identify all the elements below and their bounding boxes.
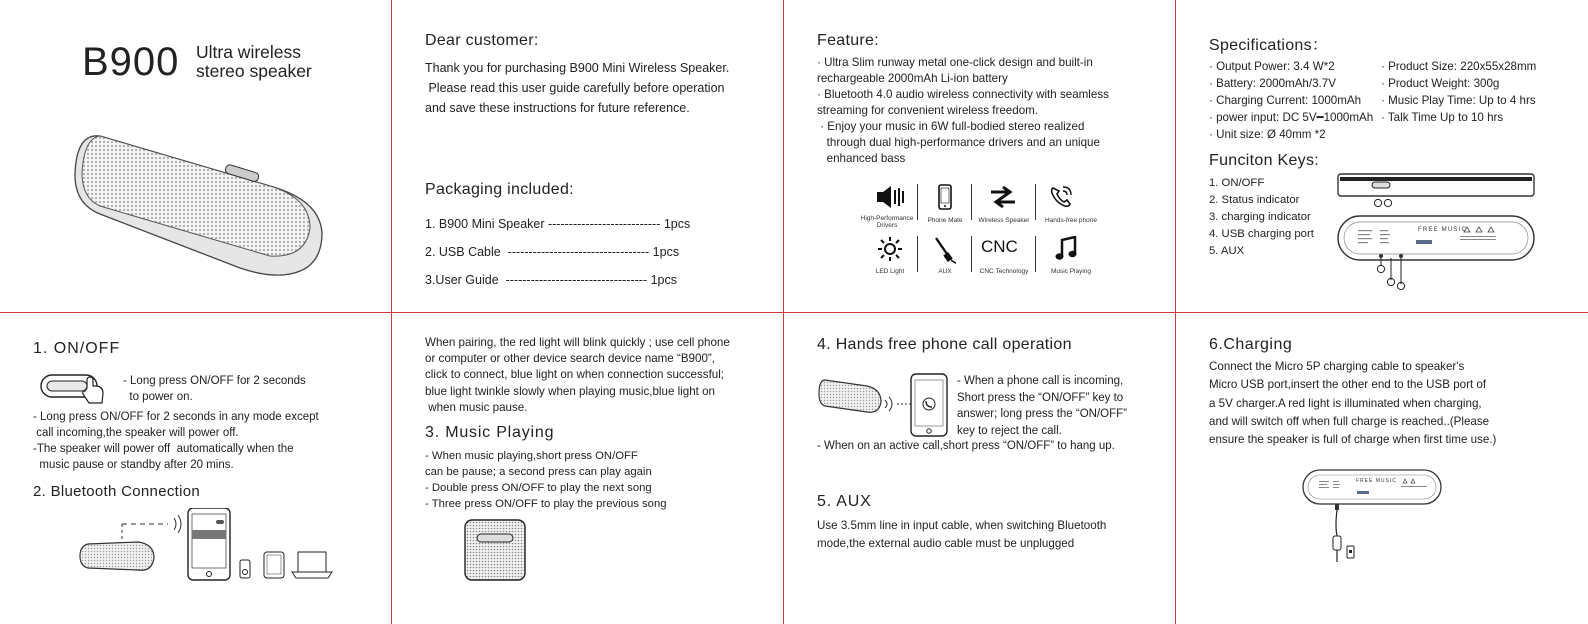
text-line: Connect the Micro 5P charging cable to speaker's (1209, 360, 1465, 373)
panel-cover (0, 0, 391, 312)
text-line: When pairing, the red light will blink quickly ; use cell phone (425, 336, 730, 349)
text-line: and save these instructions for future reference. (425, 101, 690, 115)
key-item: 1. ON/OFF (1209, 177, 1265, 189)
specs-left (1209, 58, 1373, 143)
onoff-heading: 1. ON/OFF (33, 340, 121, 357)
panel-intro (425, 0, 765, 312)
bluetooth-heading: 2. Bluetooth Connection (33, 483, 201, 500)
free-music-label: FREE MUSIC (1356, 478, 1397, 484)
speaker-illustration (70, 128, 330, 278)
bluetooth-illustration (78, 508, 338, 584)
speaker-icon (875, 184, 905, 210)
feature-heading: Feature: (817, 32, 879, 49)
text-line: - Double press ON/OFF to play the next song (425, 482, 652, 494)
icon-label: High-Performance Drivers (860, 215, 914, 229)
free-music-label: FREE MUSIC (1418, 227, 1468, 233)
music-heading: 3. Music Playing (425, 424, 555, 441)
spec-item: · power input: DC 5V━1000mAh (1209, 111, 1374, 124)
text-line: · Bluetooth 4.0 audio wireless connectivity with seamless (817, 88, 1109, 101)
phone-icon (937, 184, 953, 210)
text-line: - Long press ON/OFF for 2 seconds (123, 375, 306, 387)
keys-list (1209, 175, 1314, 260)
tagline-line: stereo speaker (196, 61, 312, 81)
text-line: · Enjoy your music in 6W full-bodied stereo realized (817, 120, 1085, 133)
text-line: and will switch off when full charge is reached..(Please (1209, 414, 1490, 428)
text-line: a 5V charger.A red light is illuminated when charging, (1209, 396, 1482, 410)
panel-features (817, 0, 1167, 312)
charging-text (1209, 358, 1496, 449)
power-button-illustration (39, 370, 109, 406)
text-line: - Three press ON/OFF to play the previous song (425, 498, 667, 510)
key-item: 2. Status indicator (1209, 194, 1300, 206)
spec-item: · Battery: 2000mAh/3.7V (1209, 77, 1336, 90)
icon-label: LED Light (875, 268, 905, 275)
text-line: · Ultra Slim runway metal one-click design and built-in (817, 56, 1093, 69)
text-line: music pause or standby after 20 mins. (33, 459, 234, 471)
specs-right (1381, 58, 1536, 126)
call-text (957, 373, 1127, 439)
text-line: - Long press ON/OFF for 2 seconds in any mode except (33, 411, 319, 423)
icon-label: Music Playing (1050, 268, 1092, 275)
arrows-icon (989, 186, 1017, 208)
text-line: mode,the external audio cable must be unplugged (817, 537, 1075, 550)
feature-icon-grid (860, 182, 1103, 282)
text-line: streaming for convenient wireless freedom. (817, 104, 1039, 117)
music-icon (1055, 236, 1077, 262)
icon-label: Phone Mate (927, 217, 963, 224)
hangup-text: - When on an active call,short press “ON/OFF” to hang up. (817, 440, 1115, 452)
music-text (425, 448, 667, 512)
tagline (196, 43, 312, 81)
icon-label: AUX (938, 268, 952, 275)
packaging-heading: Packaging included: (425, 181, 574, 198)
panel-specs (1209, 0, 1579, 312)
tagline-line: Ultra wireless (196, 42, 302, 62)
key-item: 3. charging indicator (1209, 211, 1311, 223)
key-item: 5. AUX (1209, 245, 1245, 257)
intro-text (425, 58, 729, 118)
spec-item: · Product Size: 220x55x28mm (1381, 60, 1537, 73)
packaging-item: 3.User Guide ---------------------------------- 1pcs (425, 273, 677, 287)
text-line: when music pause. (425, 400, 528, 414)
specs-heading: Specifications： (1209, 37, 1329, 54)
panel-charging (1209, 312, 1579, 624)
text-line: Please read this user guide carefully before operation (425, 81, 725, 95)
music-button-illustration (463, 518, 527, 582)
icon-label: Wireless Speaker (978, 217, 1030, 224)
text-line: to power on. (123, 391, 193, 403)
text-line: Micro USB port,insert the other end to the USB port of (1209, 378, 1487, 392)
packaging-item: 2. USB Cable ---------------------------------- 1pcs (425, 245, 680, 259)
charging-heading: 6.Charging (1209, 336, 1293, 353)
model-title: B900 (82, 40, 180, 84)
text-line: call incoming,the speaker will power off. (33, 427, 239, 439)
call-illustration (817, 372, 952, 438)
text-line: - When a phone call is incoming, (957, 375, 1124, 387)
text-line: key to reject the call. (957, 424, 1062, 437)
spec-item: · Output Power: 3.4 W*2 (1209, 60, 1335, 73)
intro-heading: Dear customer: (425, 32, 539, 49)
spec-item: · Music Play Time: Up to 4 hrs (1381, 94, 1536, 107)
aux-icon (933, 236, 957, 264)
call-icon (1049, 185, 1075, 209)
spec-item: · Charging Current: 1000mAh (1209, 94, 1362, 107)
power-on-text (123, 373, 306, 405)
led-icon (877, 236, 903, 262)
text-line: Thank you for purchasing B900 Mini Wireless Speaker. (425, 61, 730, 75)
text-line: click to connect, blue light on when connection successful; (425, 368, 725, 382)
panel-calls (817, 312, 1167, 624)
pairing-text (425, 335, 730, 416)
icon-label: CNC Technology (979, 268, 1029, 275)
aux-text (817, 517, 1106, 553)
icon-label: Hands-free phone (1044, 217, 1098, 224)
spec-item: · Unit size: Ø 40mm *2 (1209, 128, 1326, 141)
text-line: through dual high-performance drivers and an unique (817, 136, 1100, 149)
key-item: 4. USB charging port (1209, 228, 1314, 240)
aux-heading: 5. AUX (817, 493, 872, 510)
text-line: ensure the speaker is full of charge when first time use.) (1209, 433, 1497, 447)
text-line: -The speaker will power off automatically when the (33, 443, 294, 455)
cnc-icon: CNC (981, 237, 1018, 256)
text-line: - When music playing,short press ON/OFF (425, 450, 638, 462)
text-line: or computer or other device search device name “B900”, (425, 352, 715, 366)
panel-music (425, 312, 775, 624)
text-line: Short press the “ON/OFF” key to (957, 391, 1124, 404)
calls-heading: 4. Hands free phone call operation (817, 336, 1072, 353)
text-line: Use 3.5mm line in input cable, when switching Bluetooth (817, 519, 1107, 532)
text-line: can be pause; a second press can play again (425, 466, 652, 478)
spec-item: · Talk Time Up to 10 hrs (1381, 111, 1504, 124)
spec-item: · Product Weight: 300g (1381, 77, 1500, 90)
text-line: answer; long press the “ON/OFF” (957, 408, 1127, 420)
packaging-list (425, 210, 690, 294)
packaging-item: 1. B900 Mini Speaker --------------------------- 1pcs (425, 217, 691, 231)
text-line: enhanced bass (817, 152, 906, 165)
feature-text (817, 55, 1109, 167)
keys-heading: Funciton Keys: (1209, 152, 1320, 169)
text-line: rechargeable 2000mAh Li-ion battery (817, 72, 1008, 85)
text-line: blue light twinkle slowly when playing music,blue light on (425, 384, 715, 398)
power-off-text (33, 409, 319, 473)
panel-onoff (33, 312, 383, 624)
